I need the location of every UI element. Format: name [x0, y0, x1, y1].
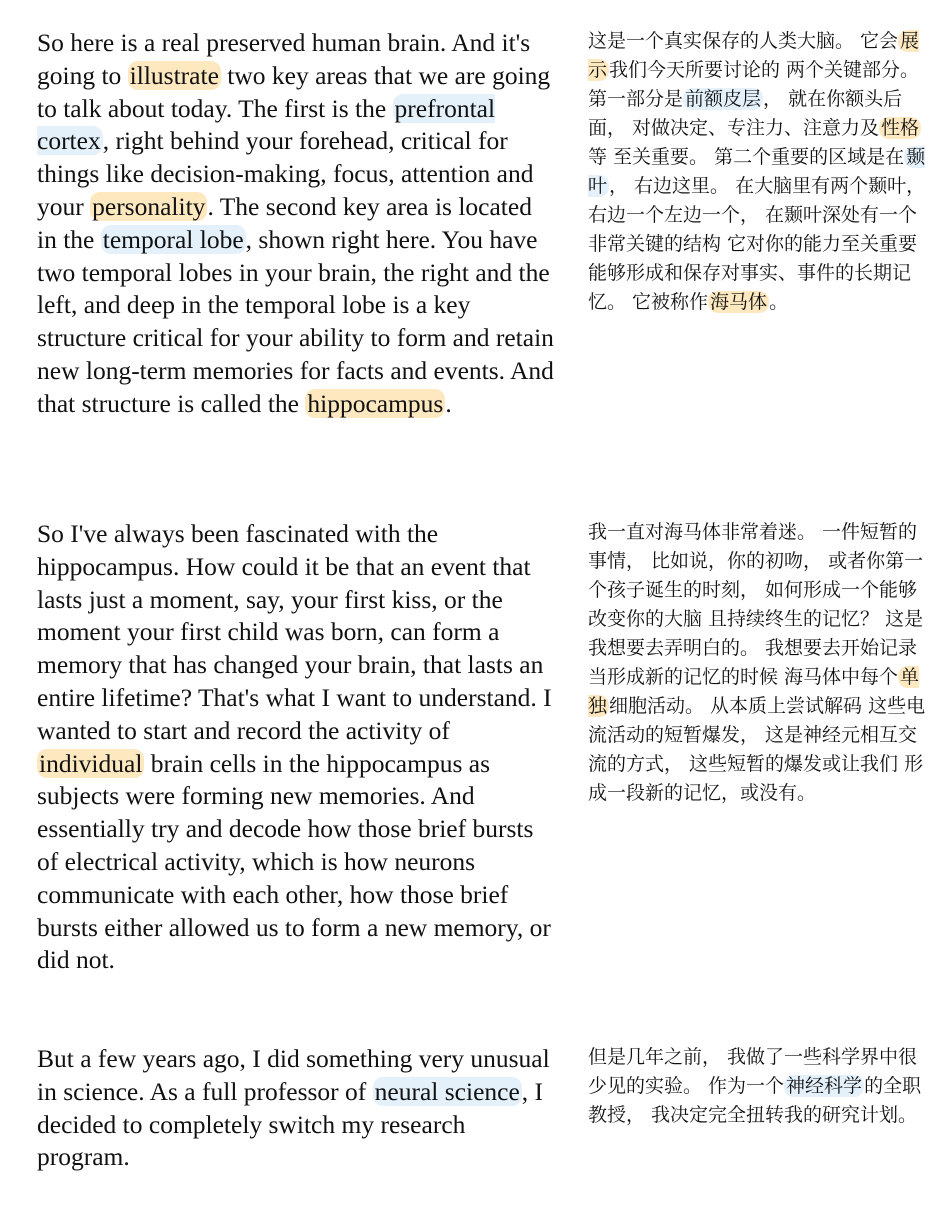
highlighted-term: individual	[39, 748, 143, 778]
text-segment: , right behind your forehead, critical for things like decision-making, focus, attention and your	[37, 126, 534, 221]
highlighted-term: 神经科学	[786, 1075, 863, 1097]
highlighted-term: 单独	[588, 666, 920, 717]
text-segment: , shown right here. You have two temporal lobes in your brain, the right and the left, and deep in the temporal lobe is a key structure critical for your ability to form and retain new long-term memories for facts and events. And that structure is called the	[37, 224, 554, 418]
highlighted-term: temporal lobe	[102, 224, 244, 254]
text-segment: 我一直对海马体非常着迷。 一件短暂的事情， 比如说，你的初吻， 或者你第一个孩子诞生的时刻， 如何形成一个能够改变你的大脑 且持续终生的记忆？ 这是我想要去弄明白的。 我想要去开始记录 当形成新的记忆的时候 海马体中每个	[588, 521, 924, 688]
text-segment: 等 至关重要。 第二个重要的区域是在	[588, 146, 905, 168]
text-segment: 。	[769, 291, 789, 313]
text-segment: 细胞活动。 从本质上尝试解码 这些电流活动的短暂爆发， 这是神经元相互交流的方式， 这些短暂的爆发或让我们 形成一段新的记忆，或没有。	[588, 695, 926, 804]
highlighted-term: 展示	[588, 30, 920, 81]
text-segment: 我们今天所要讨论的 两个关键部分。 第一部分是	[588, 59, 920, 110]
highlighted-term: prefrontal cortex	[37, 93, 496, 156]
text-segment: brain cells in the hippocampus as subjects were forming new memories. And essentially try and decode how those brief bursts of electrical activity, which is how neurons communicate with each other, how those brief bursts either allowed us to form a new memory, or did not.	[37, 748, 551, 975]
english-paragraph-1	[37, 27, 557, 421]
highlighted-term: 海马体	[710, 291, 768, 313]
highlighted-term: personality	[92, 191, 206, 221]
text-segment: But a few years ago, I did something very unusual in science. As a full professor of	[37, 1044, 550, 1106]
text-segment: .	[445, 388, 452, 418]
highlighted-term: hippocampus	[307, 388, 444, 418]
text-segment: So I've always been fascinated with the hippocampus. How could it be that an event that lasts just a moment, say, your first kiss, or the moment your first child was born, can form a memory that has changed your brain, that lasts an entire lifetime? That's what I want to understand. I wanted to start and record the activity of	[37, 519, 552, 745]
highlighted-term: neural science	[374, 1076, 520, 1106]
english-paragraph-2	[37, 518, 557, 977]
text-segment: So here is a real preserved human brain. And it's going to	[37, 28, 531, 90]
text-segment: 的全职教授， 我决定完全扭转我的研究计划。	[588, 1075, 922, 1126]
highlighted-term: 性格	[881, 117, 920, 139]
highlighted-term: 前额皮层	[685, 88, 762, 110]
text-segment: . The second key area is located in the	[37, 191, 532, 254]
text-segment: 但是几年之前， 我做了一些科学界中很少见的实验。 作为一个	[588, 1046, 918, 1097]
highlighted-term: 颞叶	[588, 146, 926, 197]
text-segment: ， 右边这里。 在大脑里有两个颞叶， 右边一个左边一个， 在颞叶深处有一个非常关键的结构 它对你的能力至关重要 能够形成和保存对事实、事件的长期记忆。 它被称作	[588, 175, 926, 313]
text-segment: ， 就在你额头后面， 对做决定、专注力、注意力及	[588, 88, 903, 139]
text-segment: , I decided to completely switch my research program.	[37, 1076, 544, 1172]
chinese-paragraph-1	[588, 27, 928, 317]
highlighted-term: illustrate	[129, 60, 219, 90]
text-segment: two key areas that we are going to talk about today. The first is the	[37, 60, 551, 123]
text-segment: 这是一个真实保存的人类大脑。 它会	[588, 30, 899, 52]
chinese-paragraph-3	[588, 1043, 928, 1130]
chinese-paragraph-2	[588, 518, 928, 808]
english-paragraph-3	[37, 1043, 557, 1174]
